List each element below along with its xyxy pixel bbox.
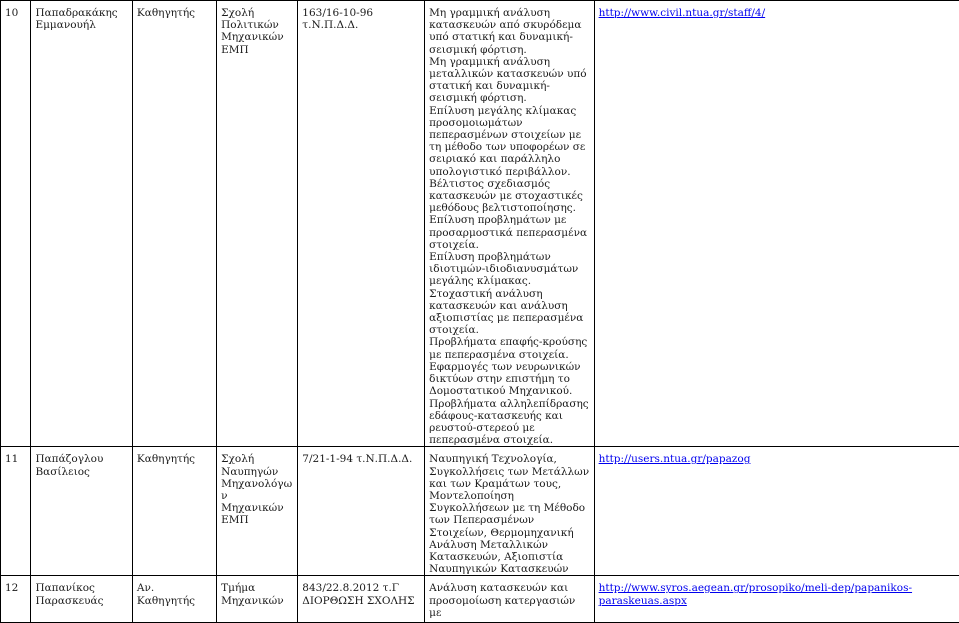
research-area-item: Προβλήματα αλληλεπίδρασης εδάφους-κατασκευής και ρευστού-στερεού με πεπερασμένα στοιχεία. [429, 398, 589, 447]
member-rank: Αν. Καθηγητής [132, 576, 216, 623]
table-row [1, 576, 959, 623]
research-area-item: Εφαρμογές των νευρωνικών δικτύων στην επιστήμη το Δομοστατικού Μηχανικού. [429, 361, 589, 398]
table-row [1, 1, 959, 447]
row-number: 12 [1, 576, 31, 623]
staff-table-body [1, 1, 959, 623]
url-cell [594, 576, 959, 623]
gazette-reference: 843/22.8.2012 τ.Γ ΔΙΟΡΘΩΣΗ ΣΧΟΛΗΣ [298, 576, 425, 623]
member-rank: Καθηγητής [132, 1, 216, 447]
row-number: 11 [1, 447, 31, 576]
table-row [1, 447, 959, 576]
profile-link[interactable]: http://www.syros.aegean.gr/prosopiko/meli-dep/papanikos-paraskeuas.aspx [599, 582, 912, 606]
gazette-reference: 7/21-1-94 τ.Ν.Π.Δ.Δ. [298, 447, 425, 576]
member-rank: Καθηγητής [132, 447, 216, 576]
research-area-item: Επίλυση μεγάλης κλίμακας προσομοιωμάτων πεπερασμένων στοιχείων με τη μέθοδο των υποφορέων σε σειριακό και παράλληλο υπολογιστικό περιβάλλον. [429, 105, 589, 178]
member-school: Σχολή Πολιτικών Μηχανικών ΕΜΠ [217, 1, 298, 447]
row-number: 10 [1, 1, 31, 447]
research-areas [425, 447, 594, 576]
gazette-reference: 163/16-10-96 τ.Ν.Π.Δ.Δ. [298, 1, 425, 447]
research-area-item: Ναυπηγική Τεχνολογία, Συγκολλήσεις των Μετάλλων και των Κραμάτων τους, Μοντελοποίηση Συγκολλήσεων με τη Μέθοδο των Πεπερασμένων Στοιχείων, Θερμομηχανική Ανάλυση Μεταλλικών Κατασκευών, Αξιοπιστία Ναυπηγικών Κατασκευών [429, 453, 589, 575]
research-areas [425, 1, 594, 447]
profile-link[interactable]: http://www.civil.ntua.gr/staff/4/ [599, 7, 766, 19]
member-school: Τμήμα Μηχανικών [217, 576, 298, 623]
research-area-item: Βέλτιστος σχεδιασμός κατασκευών με στοχαστικές μεθόδους βελτιστοποίησης. [429, 178, 589, 215]
member-name: Παπανίκος Παρασκευάς [31, 576, 132, 623]
profile-link[interactable]: http://users.ntua.gr/papazog [599, 453, 751, 465]
research-areas [425, 576, 594, 623]
url-cell [594, 1, 959, 447]
member-name: Παπάζογλου Βασίλειος [31, 447, 132, 576]
member-school: Σχολή Ναυπηγών Μηχανολόγων Μηχανικών ΕΜΠ [217, 447, 298, 576]
research-area-item: Επίλυση προβλημάτων ιδιοτιμών-ιδιοδιανυσμάτων μεγάλης κλίμακας. [429, 251, 589, 288]
research-area-item: Μη γραμμική ανάλυση κατασκευών από σκυρόδεμα υπό στατική και δυναμική-σεισμική φόρτιση. [429, 7, 589, 56]
url-cell [594, 447, 959, 576]
research-area-item: Ανάλυση κατασκευών και προσομοίωση κατεργασιών με [429, 582, 589, 619]
research-area-item: Προβλήματα επαφής-κρούσης με πεπερασμένα στοιχεία. [429, 336, 589, 360]
research-area-item: Στοχαστική ανάλυση κατασκευών και ανάλυση αξιοπιστίας με πεπερασμένα στοιχεία. [429, 288, 589, 337]
member-name: Παπαδρακάκης Εμμανουήλ [31, 1, 132, 447]
research-area-item: Μη γραμμική ανάλυση μεταλλικών κατασκευών υπό στατική και δυναμική-σεισμική φόρτιση. [429, 56, 589, 105]
research-area-item: Επίλυση προβλημάτων με προσαρμοστικά πεπερασμένα στοιχεία. [429, 214, 589, 251]
